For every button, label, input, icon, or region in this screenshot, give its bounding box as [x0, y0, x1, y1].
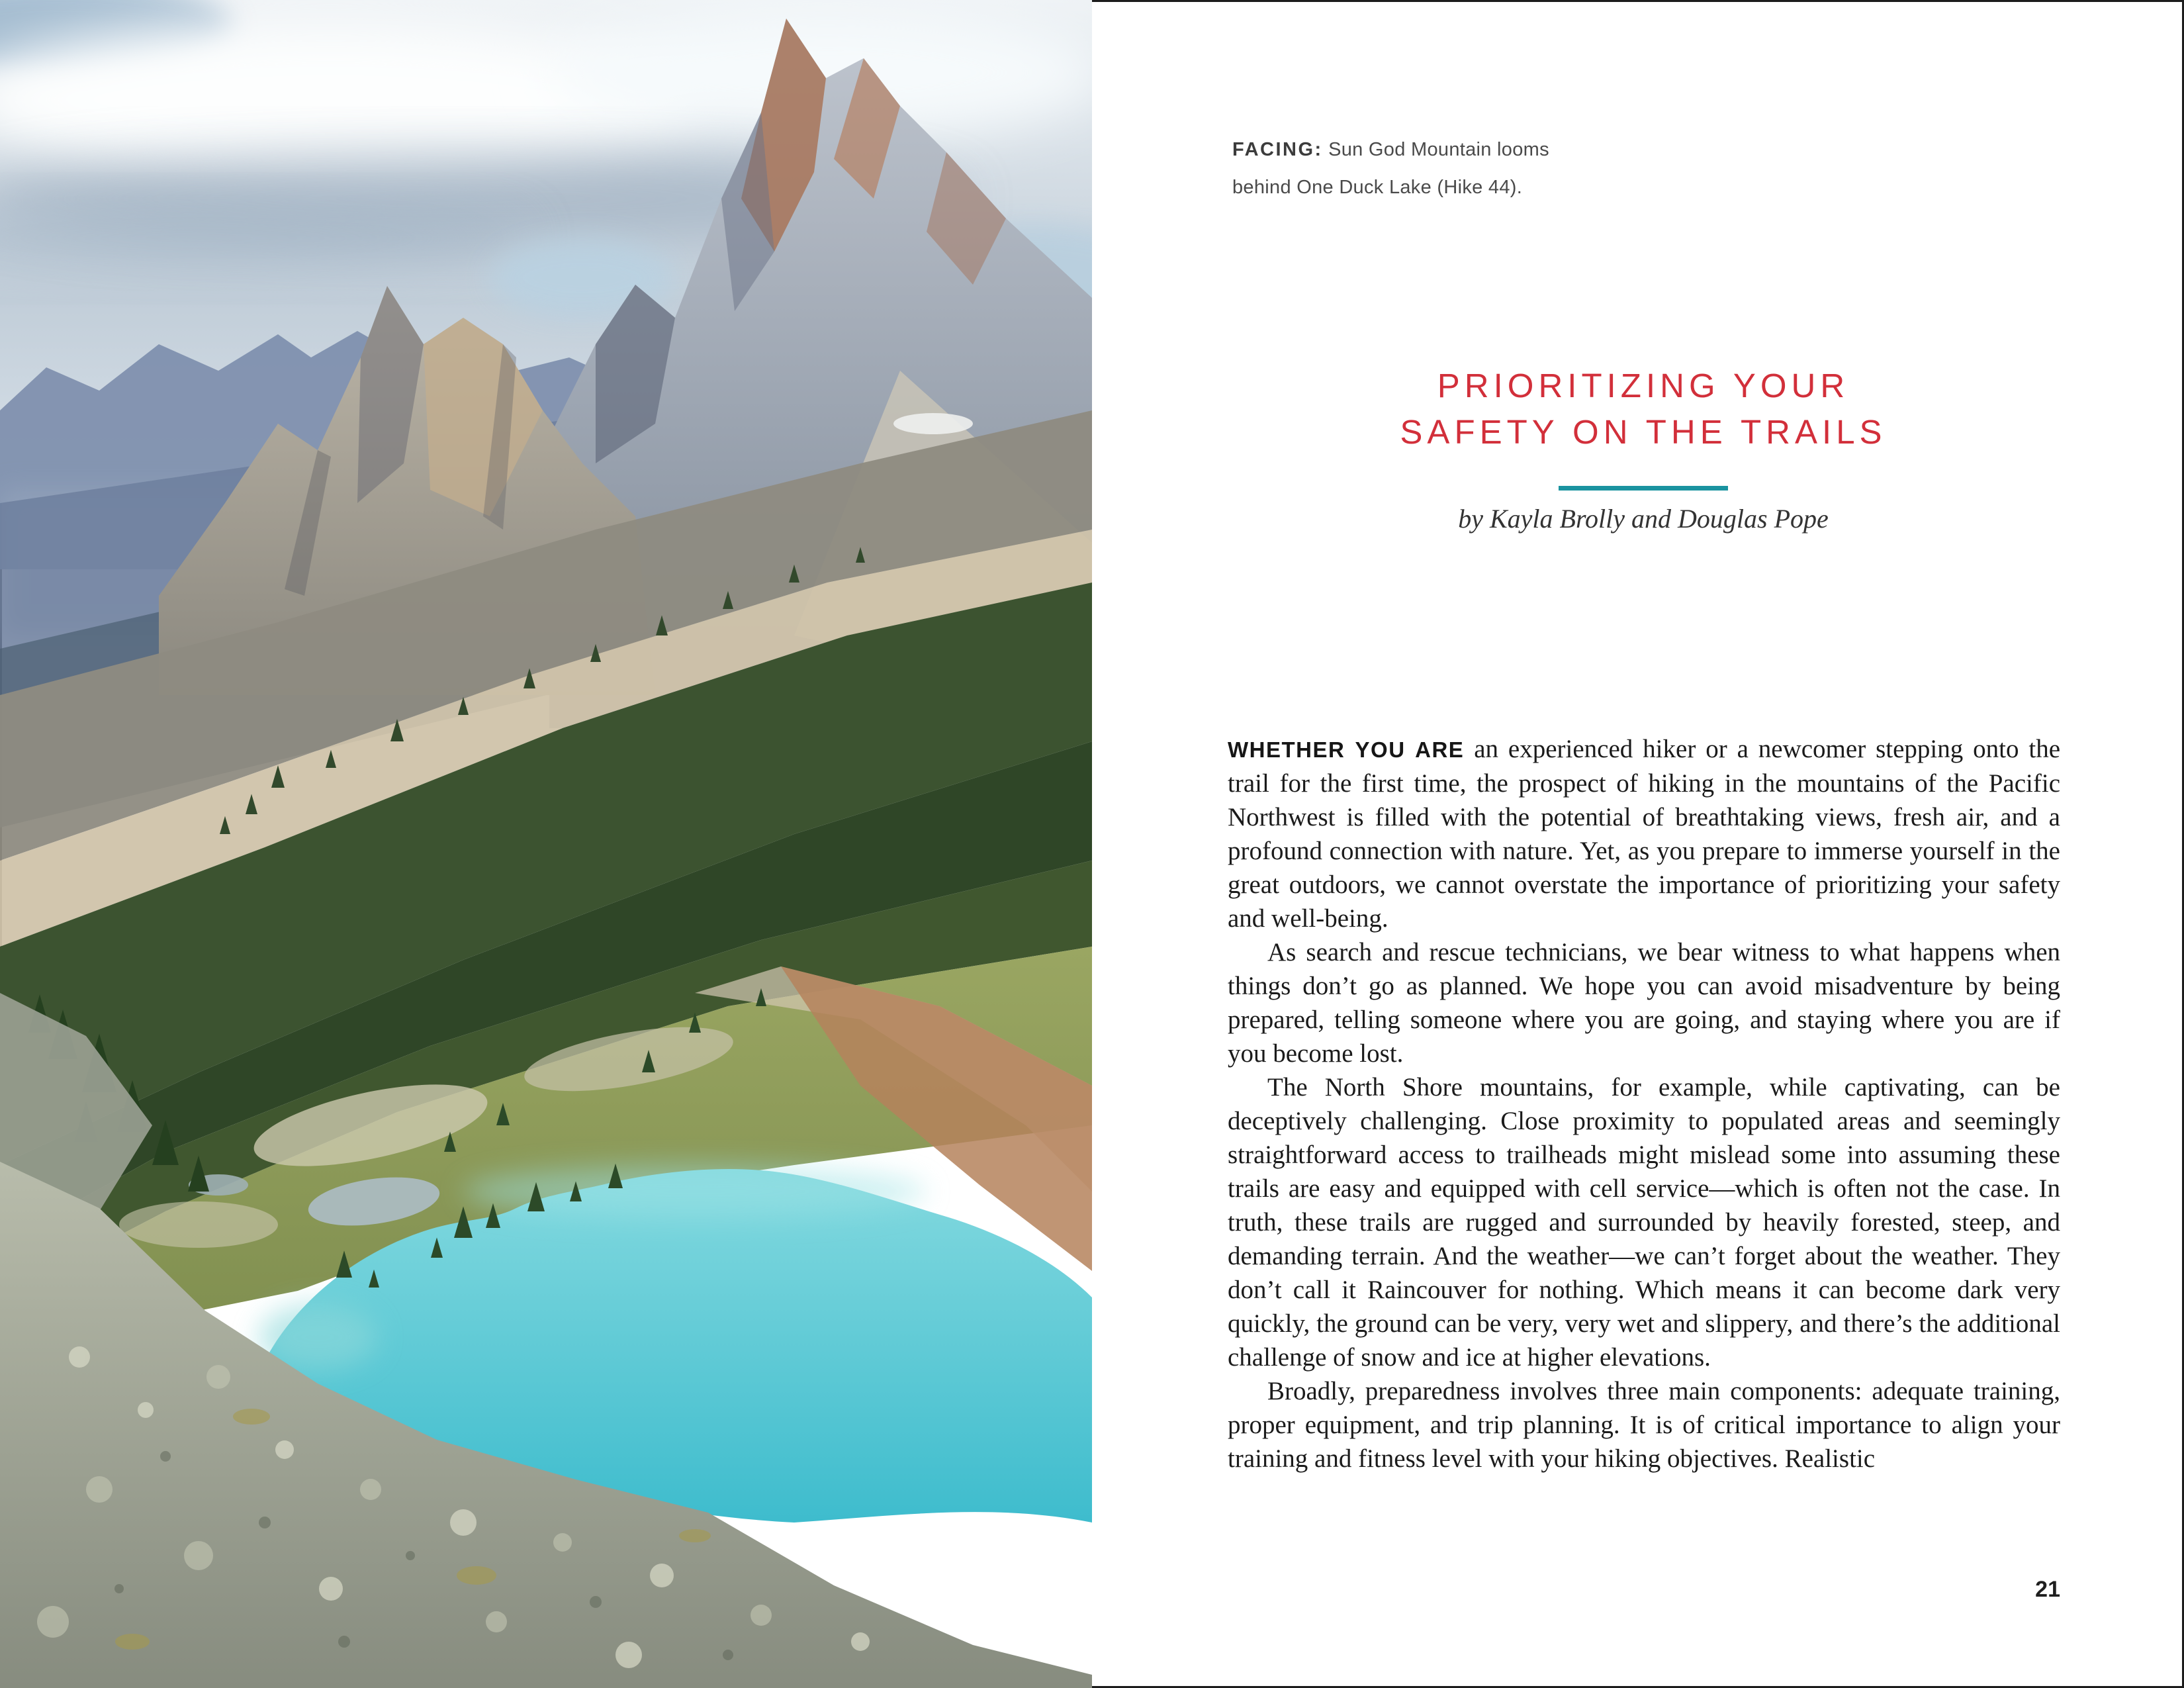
photo-caption	[1232, 131, 1576, 207]
paragraph	[1228, 732, 2060, 935]
paragraph	[1228, 1070, 2060, 1374]
title-rule-divider	[1559, 486, 1728, 491]
chapter-byline: by Kayla Brolly and Douglas Pope	[1458, 504, 1829, 534]
paragraph	[1228, 935, 2060, 1070]
chapter-heading	[1228, 363, 2059, 491]
paragraph-text: As search and rescue technicians, we bear witness to what happens when things don’t go as planned. We hope you can avoid misadventure by being prepared, telling someone where you are going, and staying where you are if you become lost.	[1228, 938, 2060, 1068]
paragraph-text: Broadly, preparedness involves three main components: adequate training, proper equipment, and trip planning. It is of critical importance to align your training and fitness level with your hiking objectives. Realistic	[1228, 1377, 2060, 1473]
chapter-title-line2: SAFETY ON THE TRAILS	[1400, 413, 1887, 451]
page-number: 21	[2035, 1577, 2060, 1602]
paragraph	[1228, 1374, 2060, 1476]
caption-label: FACING:	[1232, 139, 1323, 160]
chapter-title-line1: PRIORITIZING YOUR	[1437, 367, 1850, 404]
body-text-column	[1228, 732, 2060, 1476]
caption-text: Sun God Mountain looms behind One Duck Lake (Hike 44).	[1232, 139, 1549, 198]
paragraph-text: The North Shore mountains, for example, while captivating, can be deceptively challenging. Close proximity to populated areas and seemingly straightforward access to trailheads might mislead some into assuming these trails are easy and equipped with cell service—which is often not the case. In truth, these trails are rugged and surrounded by heavily forested, steep, and demanding terrain. And the weather—we can’t forget about the weather. They don’t call it Raincouver for nothing. Which means it can become dark very quickly, the ground can be very, very wet and slippery, and there’s the additional challenge of snow and ice at higher elevations.	[1228, 1073, 2060, 1372]
paragraph-text: an experienced hiker or a newcomer stepping onto the trail for the first time, the prospect of hiking in the mountains of the Pacific Northwest is filled with the potential of breathtaking views, fresh air, and a profound connection with nature. Yet, as you prepare to immerse yourself in the great outdoors, we cannot overstate the importance of prioritizing your safety and well-being.	[1228, 735, 2060, 933]
paragraph-lead-in: WHETHER YOU ARE	[1228, 737, 1465, 762]
